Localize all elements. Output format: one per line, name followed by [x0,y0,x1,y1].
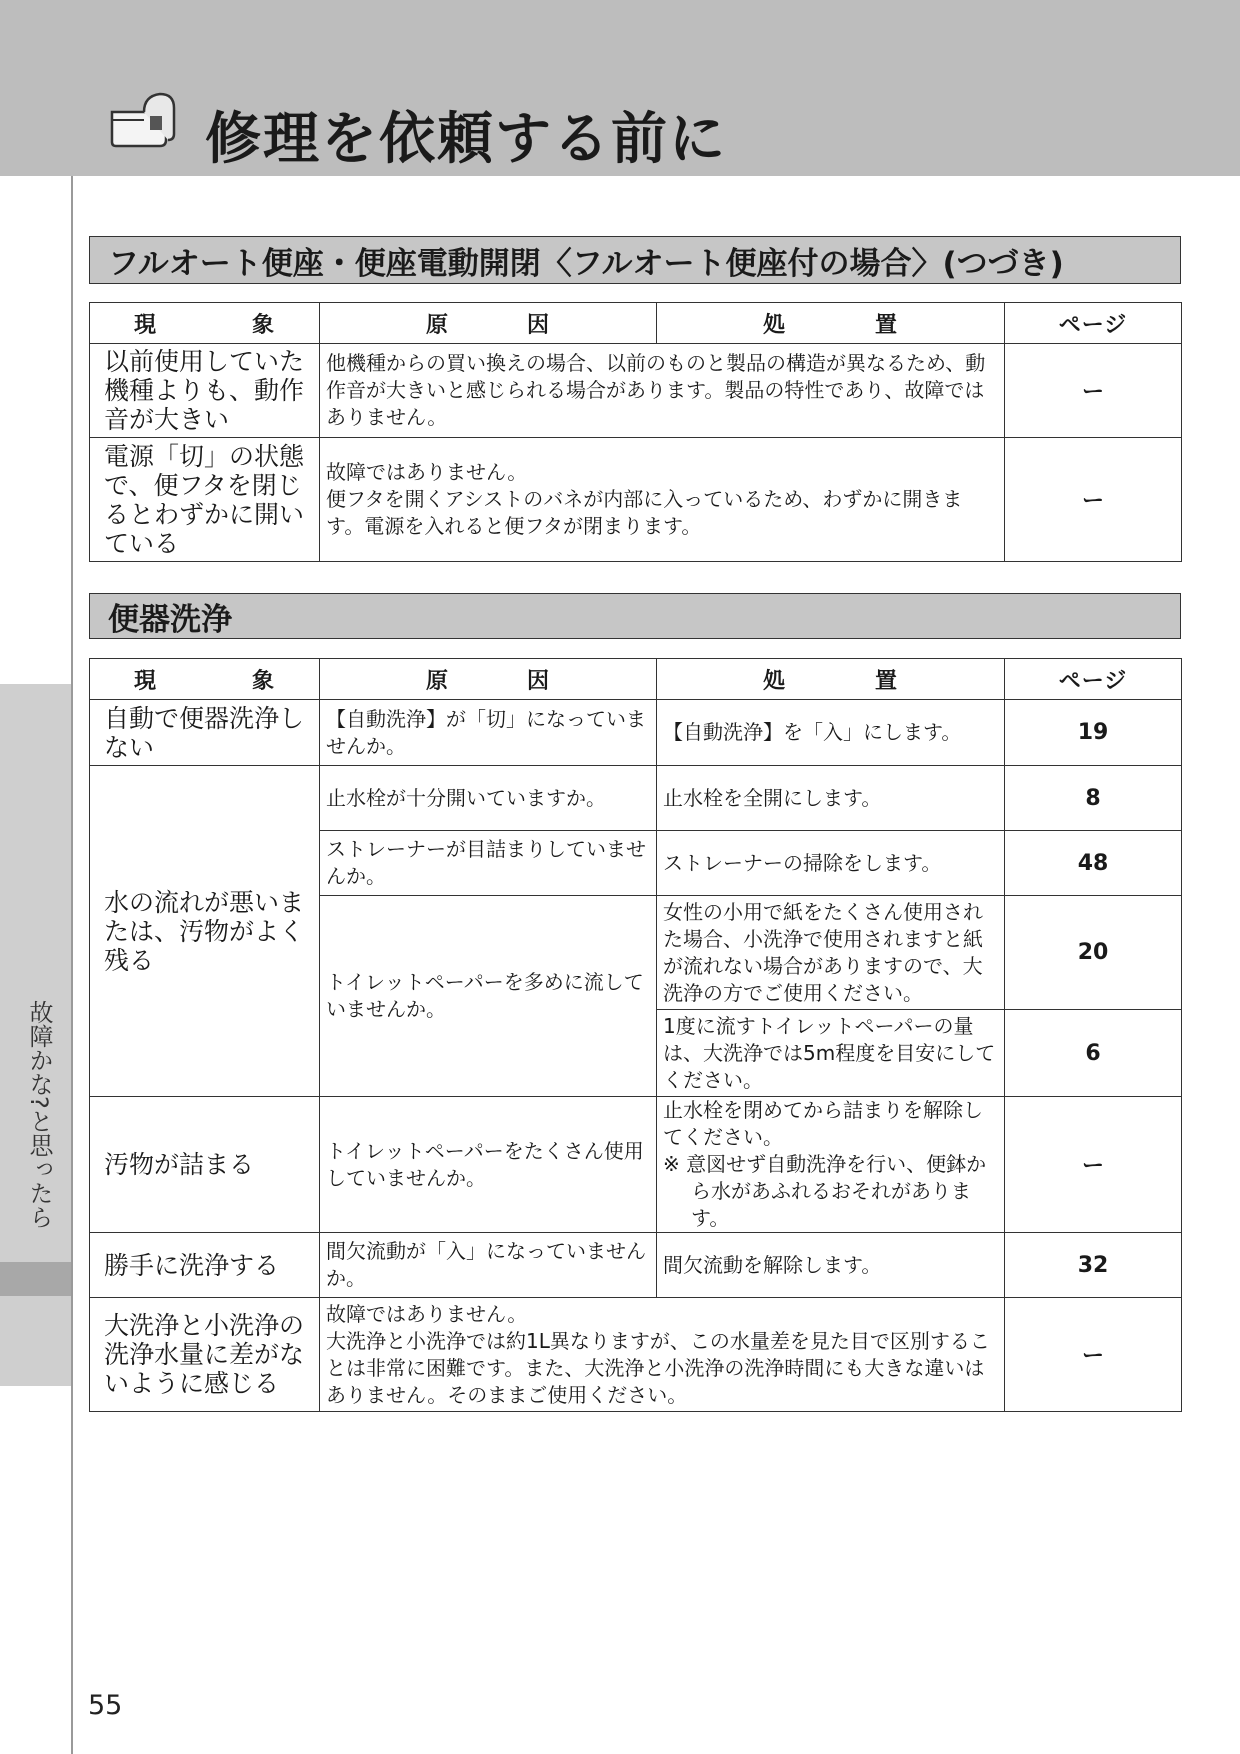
cause-cell: トイレットペーパーをたくさん使用していませんか。 [320,1097,657,1233]
page-ref: 32 [1005,1233,1182,1298]
remedy-cell: 女性の小用で紙をたくさん使用された場合、小洗浄で使用されますと紙が流れない場合がありますので、大洗浄の方でご使用ください。 [657,896,1005,1010]
explanation-line: 大洗浄と小洗浄では約1L異なりますが、この水量差を見た目で区別することは非常に困難です。また、大洗浄と小洗浄の洗浄時間にも大きな違いはありません。そのままご使用ください。 [326,1328,990,1407]
table-bowl-wash [89,658,1182,1412]
explanation-cell: 他機種からの買い換えの場合、以前のものと製品の構造が異なるため、動作音が大きいと感じられる場合があります。製品の特性であり、故障ではありません。 [320,344,1005,438]
page-ref: ー [1005,438,1182,562]
col-symptom: 現 象 [90,303,320,344]
toilet-seat-icon [108,90,178,150]
col-remedy: 処 置 [657,659,1005,700]
page-ref: 19 [1005,700,1182,766]
remedy-cell: 間欠流動を解除します。 [657,1233,1005,1298]
col-page: ページ [1005,303,1182,344]
table-row [90,1097,1182,1233]
cause-cell: トイレットペーパーを多めに流していませんか。 [320,896,657,1097]
table-row [90,344,1182,438]
side-tab-marker [0,1262,71,1296]
remedy-cell: 1度に流すトイレットペーパーの量は、大洗浄では5m程度を目安にしてください。 [657,1010,1005,1097]
explanation-cell [320,438,1005,562]
table-row [90,700,1182,766]
remedy-note: ※ 意図せず自動洗浄を行い、便鉢から水があふれるおそれがあります。 [663,1152,987,1230]
col-cause: 原 因 [320,303,657,344]
remedy-cell [657,1097,1005,1233]
col-cause: 原 因 [320,659,657,700]
explanation-cell [320,1298,1005,1412]
col-remedy: 処 置 [657,303,1005,344]
page-ref: 48 [1005,831,1182,896]
remedy-cell: 【自動洗浄】を「入」にします。 [657,700,1005,766]
page-number: 55 [88,1690,123,1721]
page-ref: ー [1005,1298,1182,1412]
col-page: ページ [1005,659,1182,700]
cause-cell: ストレーナーが目詰まりしていませんか。 [320,831,657,896]
table-row [90,766,1182,831]
symptom-cell: 勝手に洗浄する [90,1233,320,1298]
page-ref: 6 [1005,1010,1182,1097]
table-auto-seat [89,302,1182,562]
symptom-cell: 水の流れが悪いまたは、汚物がよく残る [90,766,320,1097]
cause-cell: 止水栓が十分開いていますか。 [320,766,657,831]
cause-cell: 【自動洗浄】が「切」になっていませんか。 [320,700,657,766]
page-ref: ー [1005,344,1182,438]
page-ref: ー [1005,1097,1182,1233]
symptom-cell: 自動で便器洗浄しない [90,700,320,766]
remedy-cell: 止水栓を全開にします。 [657,766,1005,831]
symptom-cell: 汚物が詰まる [90,1097,320,1233]
table-header-row [90,659,1182,700]
table-row [90,438,1182,562]
explanation-line: 便フタを開くアシストのバネが内部に入っているため、わずかに開きます。電源を入れると便フタが閉まります。 [326,487,963,538]
symptom-cell: 大洗浄と小洗浄の洗浄水量に差がないように感じる [90,1298,320,1412]
explanation-line: 故障ではありません。 [326,460,528,484]
symptom-cell: 以前使用していた機種よりも、動作音が大きい [90,344,320,438]
explanation-line: 故障ではありません。 [326,1301,528,1326]
symptom-cell: 電源「切」の状態で、便フタを閉じるとわずかに開いている [90,438,320,562]
side-tab-label: 故障かな?と思ったら [25,1000,53,1229]
table-row [90,1233,1182,1298]
table-row [90,1298,1182,1412]
page-ref: 8 [1005,766,1182,831]
page-ref: 20 [1005,896,1182,1010]
remedy-cell: ストレーナーの掃除をします。 [657,831,1005,896]
cause-cell: 間欠流動が「入」になっていませんか。 [320,1233,657,1298]
table-header-row [90,303,1182,344]
left-margin-rule [71,176,73,1754]
section-title-auto-seat: フルオート便座・便座電動開閉〈フルオート便座付の場合〉(つづき) [89,236,1181,284]
page-title: 修理を依頼する前に [205,107,727,172]
section-title-bowl-wash: 便器洗浄 [89,593,1181,639]
remedy-text: 止水栓を閉めてから詰まりを解除してください。 [663,1098,983,1149]
col-symptom: 現 象 [90,659,320,700]
